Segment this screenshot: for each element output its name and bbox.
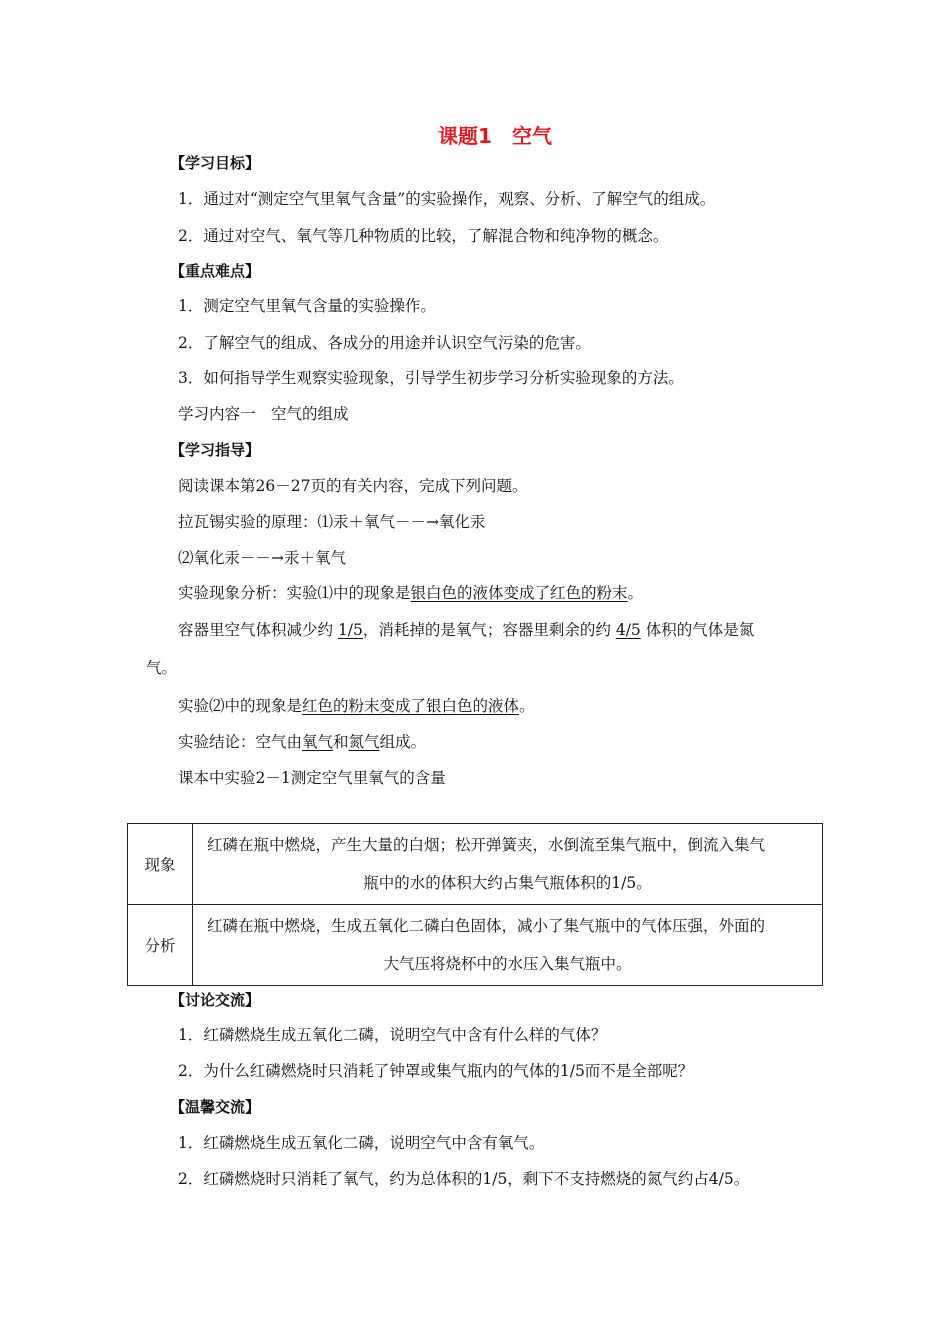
analysis-suffix: 。 <box>627 584 644 602</box>
row-text-line-1: 红磷在瓶中燃烧，产生大量的白烟；松开弹簧夹，水倒流至集气瓶中，倒流入集气 <box>207 836 766 854</box>
experiment-2-line <box>178 696 535 716</box>
tips-heading: 【温馨交流】 <box>170 1098 261 1116</box>
analysis-line <box>178 583 643 603</box>
key-point-1: 1．测定空气里氧气含量的实验操作。 <box>178 297 436 315</box>
experiment-2-1-title: 课本中实验2－1测定空气里氧气的含量 <box>178 769 446 787</box>
key-point-3: 3．如何指导学生观察实验现象，引导学生初步学习分析实验现象的方法。 <box>178 369 684 387</box>
volume-line <box>178 620 754 640</box>
table-row <box>128 824 823 905</box>
principle-2 <box>178 548 346 568</box>
page-title: 课题1 空气 <box>438 124 552 148</box>
conclusion-line <box>178 732 426 752</box>
volume-answer-1: 1/5 <box>337 621 363 639</box>
discussion-question-1: 1．红磷燃烧生成五氧化二磷，说明空气中含有什么样的气体？ <box>178 1026 607 1044</box>
principle-2-reactant: ⑵氧化汞 <box>178 549 241 567</box>
content-heading: 学习内容一 空气的组成 <box>178 405 349 423</box>
row-text <box>193 905 823 986</box>
goals-heading: 【学习目标】 <box>170 154 261 172</box>
row-text-line-1: 红磷在瓶中燃烧，生成五氧化二磷白色固体，减小了集气瓶中的气体压强，外面的 <box>207 917 766 935</box>
row-label: 现象 <box>128 824 193 905</box>
row-text-line-2: 大气压将烧杯中的水压入集气瓶中。 <box>383 955 632 973</box>
conclusion-prefix: 实验结论：空气由 <box>178 733 303 751</box>
row-label: 分析 <box>128 905 193 986</box>
principle-1-reactants: 拉瓦锡实验的原理：⑴汞＋氧气 <box>178 513 396 531</box>
goal-1: 1．通过对“测定空气里氧气含量”的实验操作，观察、分析、了解空气的组成。 <box>178 190 716 208</box>
key-points-heading: 【重点难点】 <box>170 262 261 280</box>
exp2-suffix: 。 <box>519 697 535 715</box>
discussion-heading: 【讨论交流】 <box>170 991 261 1009</box>
principle-2-products: 汞＋氧气 <box>284 549 347 567</box>
volume-prefix: 容器里空气体积减少约 <box>178 621 338 639</box>
key-point-2: 2．了解空气的组成、各成分的用途并认识空气污染的危害。 <box>178 334 591 352</box>
tips-answer-2: 2．红磷燃烧时只消耗了氧气，约为总体积的1/5，剩下不支持燃烧的氮气约占4/5。 <box>178 1170 750 1188</box>
analysis-prefix: 实验现象分析：实验⑴中的现象是 <box>178 584 411 602</box>
experiment-table <box>127 823 823 986</box>
exp2-answer: 红色的粉末变成了银白色的液体 <box>302 697 520 715</box>
conclusion-suffix: 组成。 <box>379 733 427 751</box>
analysis-answer: 银白色的液体变成了红色的粉末 <box>410 584 628 602</box>
goal-2: 2．通过对空气、氧气等几种物质的比较，了解混合物和纯净物的概念。 <box>178 227 669 245</box>
volume-wrap: 气。 <box>146 659 178 677</box>
guide-heading: 【学习指导】 <box>170 441 261 459</box>
row-text-line-2: 瓶中的水的体积大约占集气瓶体积的1/5。 <box>363 874 652 892</box>
conclusion-answer-1: 氧气 <box>302 733 334 751</box>
principle-1 <box>178 512 486 532</box>
tips-answer-1: 1．红磷燃烧生成五氧化二磷，说明空气中含有氧气。 <box>178 1134 545 1152</box>
arrow-icon: －－→ <box>240 549 285 567</box>
exp2-prefix: 实验⑵中的现象是 <box>178 697 303 715</box>
volume-answer-2: 4/5 <box>615 621 641 639</box>
conclusion-middle: 和 <box>333 733 349 751</box>
principle-1-product: 氧化汞 <box>439 513 486 531</box>
reading-instruction: 阅读课本第26－27页的有关内容，完成下列问题。 <box>178 477 528 495</box>
arrow-icon: －－→ <box>395 513 440 531</box>
discussion-question-2: 2．为什么红磷燃烧时只消耗了钟罩或集气瓶内的气体的1/5而不是全部呢？ <box>178 1062 694 1080</box>
conclusion-answer-2: 氮气 <box>348 733 380 751</box>
table-row <box>128 905 823 986</box>
volume-middle: ，消耗掉的是氧气；容器里剩余的约 <box>362 621 616 639</box>
row-text <box>193 824 823 905</box>
volume-suffix: 体积的气体是氮 <box>640 621 755 639</box>
